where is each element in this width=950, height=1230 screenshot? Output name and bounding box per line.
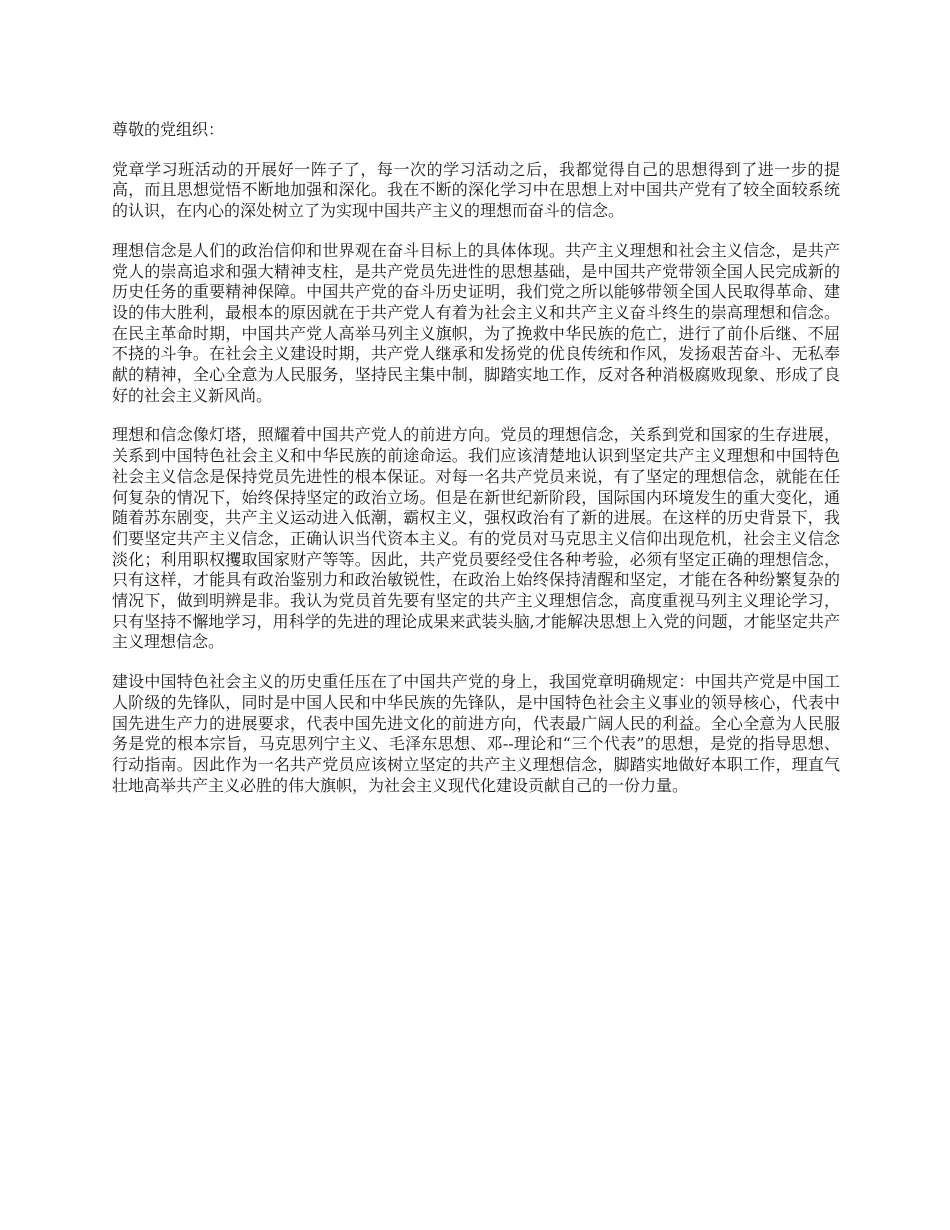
salutation: 尊敬的党组织： bbox=[112, 120, 225, 139]
paragraph-3: 理想和信念像灯塔，照耀着中国共产党人的前进方向。党员的理想信念，关系到党和国家的生存进展，关系到中国特色社会主义和中华民族的前途命运。我们应该清楚地认识到坚定共产主义理想和中国特色社会主义信念是保持党员先进性的根本保证。对每一名共产党员来说，有了坚定的理想信念，就能在任何复杂的情况下，始终保持坚定的政治立场。但是在新世纪新阶段，国际国内环境发生的重大变化，通随着苏东剧变，共产主义运动进入低潮，霸权主义，强权政治有了新的进展。在这样的历史背景下，我们要坚定共产主义信念，正确认识当代资本主义。有的党员对马克思主义信仰出现危机，社会主义信念淡化；利用职权攫取国家财产等等。因此，共产党员要经受住各种考验，必须有坚定正确的理想信念，只有这样，才能具有政治鉴别力和政治敏锐性，在政治上始终保持清醒和坚定，才能在各种纷繁复杂的情况下，做到明辨是非。我认为党员首先要有坚定的共产主义理想信念，高度重视马列主义理论学习，只有坚持不懈地学习，用科学的先进的理论成果来武装头脑,才能解决思想上入党的问题，才能坚定共产主义理想信念。 bbox=[112, 425, 840, 652]
paragraph-2: 理想信念是人们的政治信仰和世界观在奋斗目标上的具体体现。共产主义理想和社会主义信念，是共产党人的崇高追求和强大精神支柱，是共产党员先进性的思想基础，是中国共产党带领全国人民完成新的历史任务的重要精神保障。中国共产党的奋斗历史证明，我们党之所以能够带领全国人民取得革命、建设的伟大胜利，最根本的原因就在于共产党人有着为社会主义和共产主义奋斗终生的崇高理想和信念。在民主革命时期，中国共产党人高举马列主义旗帜，为了挽救中华民族的危亡，进行了前仆后继、不屈不挠的斗争。在社会主义建设时期，共产党人继承和发扬党的优良传统和作风，发扬艰苦奋斗、无私奉献的精神，全心全意为人民服务，坚持民主集中制，脚踏实地工作，反对各种消极腐败现象、形成了良好的社会主义新风尚。 bbox=[112, 240, 840, 405]
paragraph-4: 建设中国特色社会主义的历史重任压在了中国共产党的身上，我国党章明确规定：中国共产党是中国工人阶级的先锋队，同时是中国人民和中华民族的先锋队，是中国特色社会主义事业的领导核心，代表中国先进生产力的进展要求，代表中国先进文化的前进方向，代表最广阔人民的利益。全心全意为人民服务是党的根本宗旨，马克思列宁主义、毛泽东思想、邓--理论和“三个代表”的思想，是党的指导思想、行动指南。因此作为一名共产党员应该树立坚定的共产主义理想信念，脚踏实地做好本职工作，理直气壮地高举共产主义必胜的伟大旗帜，为社会主义现代化建设贡献自己的一份力量。 bbox=[112, 672, 840, 795]
letter-body bbox=[112, 120, 840, 815]
paragraph-1: 党章学习班活动的开展好一阵子了，每一次的学习活动之后，我都觉得自己的思想得到了进一步的提高，而且思想觉悟不断地加强和深化。我在不断的深化学习中在思想上对中国共产党有了较全面较系统的认识，在内心的深处树立了为实现中国共产主义的理想而奋斗的信念。 bbox=[112, 159, 840, 221]
